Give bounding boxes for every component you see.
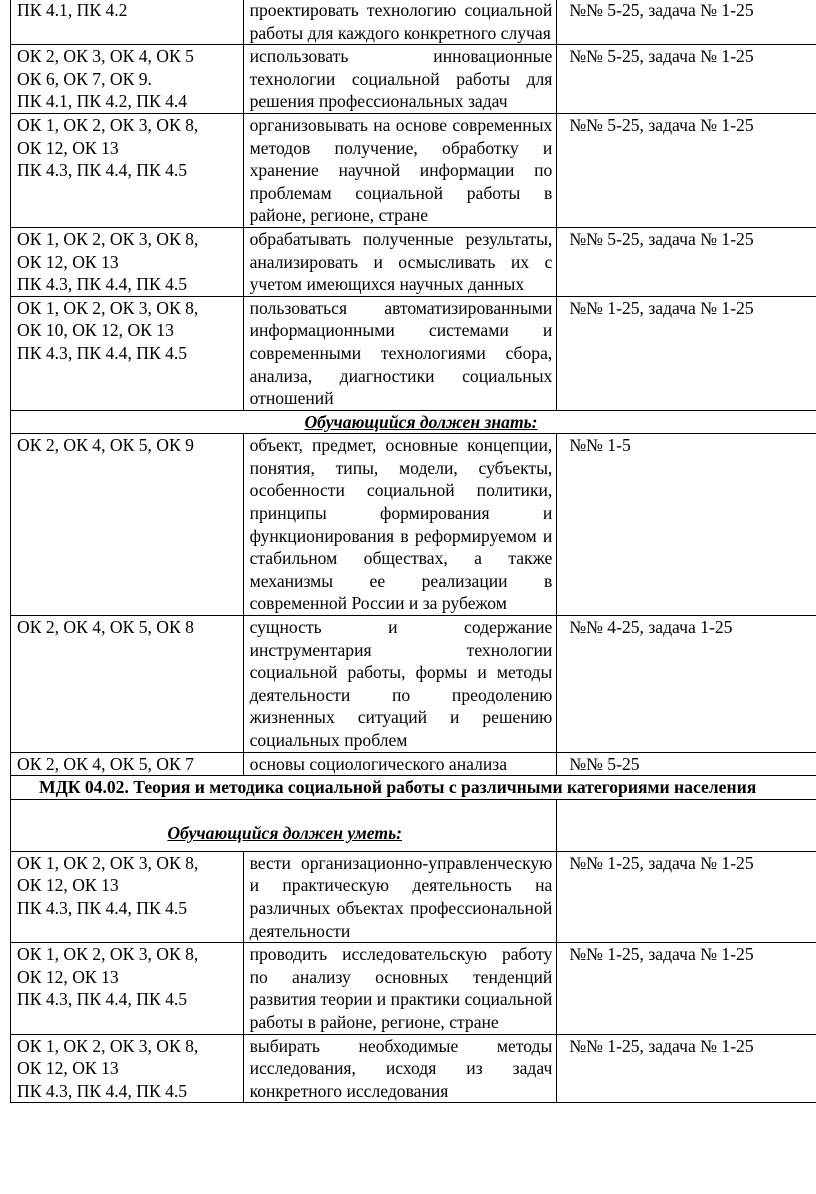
competency-code-line: ОК 2, ОК 4, ОК 5, ОК 7 (17, 753, 194, 774)
table-group-know-header (11, 410, 816, 434)
empty-cell (557, 799, 816, 851)
skill-description-cell (243, 296, 557, 410)
competency-codes-cell (11, 851, 244, 942)
competency-codes-cell (11, 296, 244, 410)
skill-description: организовывать на основе современных методов получение, обработку и хранение научной информации по проблемам социальной работы в районе, регионе, стране (249, 114, 553, 226)
competency-codes-cell (11, 752, 244, 776)
competency-code-line: ПК 4.3, ПК 4.4, ПК 4.5 (17, 342, 188, 363)
skill-description: проектировать технологию социальной работы для каждого конкретного случая (249, 0, 553, 43)
competency-code-line: ОК 1, ОК 2, ОК 3, ОК 8, (17, 944, 199, 965)
skill-description-cell (243, 227, 557, 296)
task-numbers-cell (557, 0, 816, 45)
table-row (11, 0, 816, 45)
skill-description: выбирать необходимые методы исследования, исходя из задач конкретного исследования (249, 1035, 553, 1101)
skill-description: вести организационно-управленческую и практическую деятельность на различных объектах профессиональной деятельности (249, 852, 553, 941)
skill-description: проводить исследовательскую работу по анализу основных тенденций развития теории и практики социальной работы в районе, регионе, стране (249, 944, 553, 1032)
competency-code-line: ОК 1, ОК 2, ОК 3, ОК 8, (17, 852, 199, 873)
competency-code-line: ОК 12, ОК 13 (17, 875, 119, 896)
skill-description-cell (243, 113, 557, 227)
competency-codes-cell (11, 227, 244, 296)
task-numbers-cell (557, 851, 816, 942)
competency-code-line: ОК 2, ОК 3, ОК 4, ОК 5 (17, 46, 194, 67)
table-row (11, 113, 816, 227)
competency-code-line: ОК 1, ОК 2, ОК 3, ОК 8, (17, 297, 199, 318)
competency-code-line: ПК 4.3, ПК 4.4, ПК 4.5 (17, 1080, 188, 1101)
skill-description: сущность и содержание инструментария технологии социальной работы, формы и методы деятельности по преодолению жизненных ситуаций и решению социальных проблем (249, 617, 553, 750)
task-numbers: №№ 1-25, задача № 1-25 (569, 852, 754, 873)
table-group-skills-1 (11, 0, 816, 410)
task-numbers: №№ 1-25, задача № 1-25 (569, 1035, 754, 1056)
skill-description-cell (243, 616, 557, 753)
table-row (11, 616, 816, 753)
competency-codes-cell (11, 616, 244, 753)
table-row (11, 227, 816, 296)
competency-code-line: ОК 12, ОК 13 (17, 137, 119, 158)
competency-code-line: ПК 4.3, ПК 4.4, ПК 4.5 (17, 897, 188, 918)
skill-description-cell (243, 752, 557, 776)
competency-codes-cell (11, 434, 244, 616)
competency-code-line: ПК 4.3, ПК 4.4, ПК 4.5 (17, 989, 188, 1010)
skill-description-cell (243, 943, 557, 1034)
skill-description: объект, предмет, основные концепции, понятия, типы, модели, субъекты, особенности социальной политики, принципы формирования и функционирования в реформируемом и стабильном обществах, а также механизмы ее реализации в современной России и за рубежом (249, 435, 553, 614)
skill-description-cell (243, 434, 557, 616)
section-heading-can: Обучающийся должен уметь: (11, 799, 557, 851)
task-numbers-cell (557, 752, 816, 776)
table-group-skills-2 (11, 851, 816, 1103)
mdk-heading: МДК 04.02. Теория и методика социальной работы с различными категориями населения (11, 776, 816, 800)
skill-description: обрабатывать полученные результаты, анализировать и осмысливать их с учетом имеющихся научных данных (249, 228, 553, 295)
task-numbers-cell (557, 943, 816, 1034)
skill-description: использовать инновационные технологии социальной работы для решения профессиональных задач (249, 46, 553, 112)
task-numbers-cell (557, 113, 816, 227)
competency-code-line: ОК 1, ОК 2, ОК 3, ОК 8, (17, 1035, 199, 1056)
table-row (11, 943, 816, 1034)
task-numbers-cell (557, 434, 816, 616)
table-row (11, 296, 816, 410)
competency-code-line: ПК 4.1, ПК 4.2 (17, 0, 128, 20)
task-numbers: №№ 1-5 (569, 435, 631, 456)
competency-code-line: ОК 1, ОК 2, ОК 3, ОК 8, (17, 114, 199, 135)
competency-code-line: ОК 10, ОК 12, ОК 13 (17, 320, 174, 341)
task-numbers: №№ 1-25, задача № 1-25 (569, 944, 754, 965)
competency-code-line: ПК 4.3, ПК 4.4, ПК 4.5 (17, 274, 188, 295)
competency-codes-cell (11, 1034, 244, 1103)
table-row (11, 1034, 816, 1103)
table-row (11, 410, 816, 434)
table-row (11, 776, 816, 800)
table-row (11, 851, 816, 942)
table-row (11, 45, 816, 114)
competency-codes-cell (11, 0, 244, 45)
skill-description: пользоваться автоматизированными информационными системами и современными технологиями сбора, анализа, диагностики социальных отношений (249, 297, 553, 409)
task-numbers: №№ 1-25, задача № 1-25 (569, 297, 754, 318)
skill-description-cell (243, 1034, 557, 1103)
table-group-mdk (11, 776, 816, 852)
competency-code-line: ОК 6, ОК 7, ОК 9. (17, 68, 152, 89)
task-numbers-cell (557, 616, 816, 753)
task-numbers: №№ 5-25, задача № 1-25 (569, 0, 754, 20)
skill-description-cell (243, 851, 557, 942)
task-numbers-cell (557, 1034, 816, 1103)
competency-codes-cell (11, 943, 244, 1034)
section-heading-know: Обучающийся должен знать: (11, 410, 816, 434)
task-numbers: №№ 5-25, задача № 1-25 (569, 46, 754, 67)
task-numbers: №№ 5-25 (569, 753, 640, 774)
task-numbers: №№ 5-25, задача № 1-25 (569, 228, 754, 249)
task-numbers-cell (557, 227, 816, 296)
task-numbers-cell (557, 45, 816, 114)
competency-table (10, 0, 816, 1103)
task-numbers: №№ 5-25, задача № 1-25 (569, 114, 754, 135)
task-numbers: №№ 4-25, задача 1-25 (569, 617, 733, 638)
competency-code-line: ПК 4.1, ПК 4.2, ПК 4.4 (17, 91, 188, 112)
competency-code-line: ПК 4.3, ПК 4.4, ПК 4.5 (17, 160, 188, 181)
competency-code-line: ОК 12, ОК 13 (17, 966, 119, 987)
table-row (11, 434, 816, 616)
competency-code-line: ОК 12, ОК 13 (17, 1058, 119, 1079)
skill-description-cell (243, 45, 557, 114)
table-row (11, 752, 816, 776)
competency-codes-cell (11, 45, 244, 114)
table-group-knowledge (11, 434, 816, 776)
table-row (11, 799, 816, 851)
competency-code-line: ОК 2, ОК 4, ОК 5, ОК 8 (17, 617, 194, 638)
skill-description-cell (243, 0, 557, 45)
competency-code-line: ОК 12, ОК 13 (17, 251, 119, 272)
competency-code-line: ОК 2, ОК 4, ОК 5, ОК 9 (17, 435, 194, 456)
competency-code-line: ОК 1, ОК 2, ОК 3, ОК 8, (17, 228, 199, 249)
competency-codes-cell (11, 113, 244, 227)
skill-description: основы социологического анализа (249, 753, 508, 774)
task-numbers-cell (557, 296, 816, 410)
